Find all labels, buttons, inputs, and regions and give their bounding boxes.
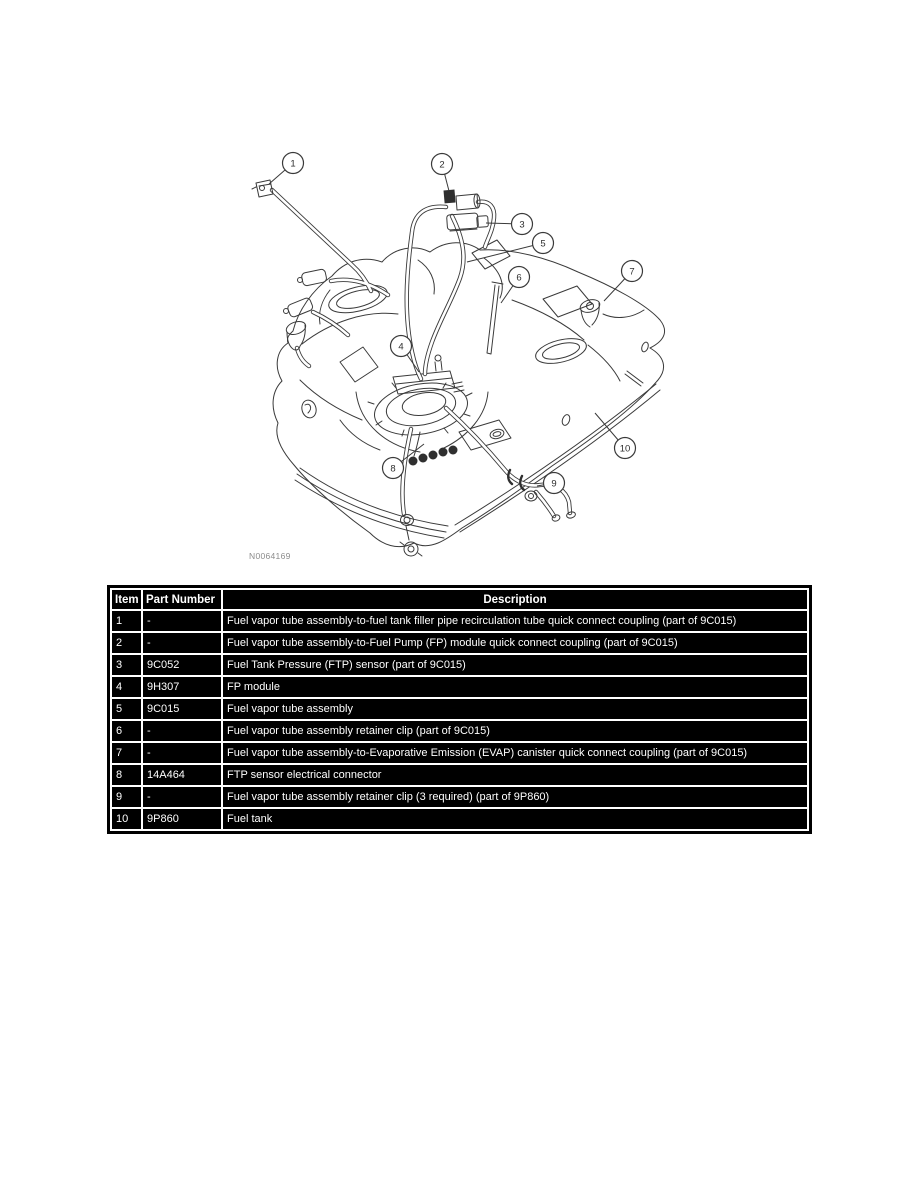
item-cell: 1 (112, 611, 141, 631)
description-cell: Fuel vapor tube assembly-to-Evaporative Emission (EVAP) canister quick connect coupling (part of 9C015) (223, 743, 807, 763)
part-number-cell: - (143, 787, 221, 807)
description-cell: FTP sensor electrical connector (223, 765, 807, 785)
table-row (112, 809, 807, 829)
col-header-part-number: Part Number (143, 590, 221, 609)
description-cell: Fuel vapor tube assembly retainer clip (part of 9C015) (223, 721, 807, 741)
table-row (112, 655, 807, 675)
tube-core (272, 190, 371, 291)
part-number-cell: - (143, 611, 221, 631)
callout-number-3: 3 (519, 219, 525, 231)
table-header-row (112, 590, 807, 609)
item-cell: 6 (112, 721, 141, 741)
item-cell: 2 (112, 633, 141, 653)
item-cell: 10 (112, 809, 141, 829)
callout-number-2: 2 (439, 159, 445, 171)
description-cell: Fuel Tank Pressure (FTP) sensor (part of 9C015) (223, 655, 807, 675)
col-header-description: Description (223, 590, 807, 609)
table-row (112, 699, 807, 719)
figure-id-label: N0064169 (249, 551, 291, 561)
vapor-tubes (272, 190, 570, 516)
callout-number-7: 7 (629, 266, 635, 278)
callout-number-6: 6 (516, 272, 522, 284)
callout-number-8: 8 (390, 463, 396, 475)
item-cell: 5 (112, 699, 141, 719)
tube-core (536, 492, 554, 516)
callout-number-5: 5 (540, 238, 546, 250)
description-cell: FP module (223, 677, 807, 697)
description-cell: Fuel vapor tube assembly-to-fuel tank filler pipe recirculation tube quick connect coupling (part of 9C015) (223, 611, 807, 631)
part-number-cell: 9H307 (143, 677, 221, 697)
callout-number-1: 1 (290, 158, 296, 170)
table-row (112, 611, 807, 631)
item-cell: 8 (112, 765, 141, 785)
table-row (112, 721, 807, 741)
description-cell: Fuel vapor tube assembly retainer clip (3 required) (part of 9P860) (223, 787, 807, 807)
description-cell: Fuel tank (223, 809, 807, 829)
fuel-tank-line-art (273, 240, 665, 547)
fuel-tank-diagram (230, 145, 690, 575)
description-cell: Fuel vapor tube assembly-to-Fuel Pump (FP) module quick connect coupling (part of 9C015) (223, 633, 807, 653)
part-number-cell: - (143, 743, 221, 763)
part-number-cell: 14A464 (143, 765, 221, 785)
item-cell: 7 (112, 743, 141, 763)
parts-table (107, 585, 812, 834)
callout-number-9: 9 (551, 478, 557, 490)
table-row (112, 743, 807, 763)
part-number-cell: - (143, 633, 221, 653)
item-cell: 4 (112, 677, 141, 697)
callout-number-10: 10 (619, 443, 631, 455)
part-number-cell: 9P860 (143, 809, 221, 829)
callout-number-4: 4 (398, 341, 404, 353)
description-cell: Fuel vapor tube assembly (223, 699, 807, 719)
table-row (112, 677, 807, 697)
part-number-cell: 9C015 (143, 699, 221, 719)
item-cell: 9 (112, 787, 141, 807)
part-number-cell: 9C052 (143, 655, 221, 675)
item-cell: 3 (112, 655, 141, 675)
fittings-and-details (252, 180, 650, 556)
table-row (112, 765, 807, 785)
table-row (112, 633, 807, 653)
col-header-item: Item (112, 590, 141, 609)
part-number-cell: - (143, 721, 221, 741)
table-row (112, 787, 807, 807)
